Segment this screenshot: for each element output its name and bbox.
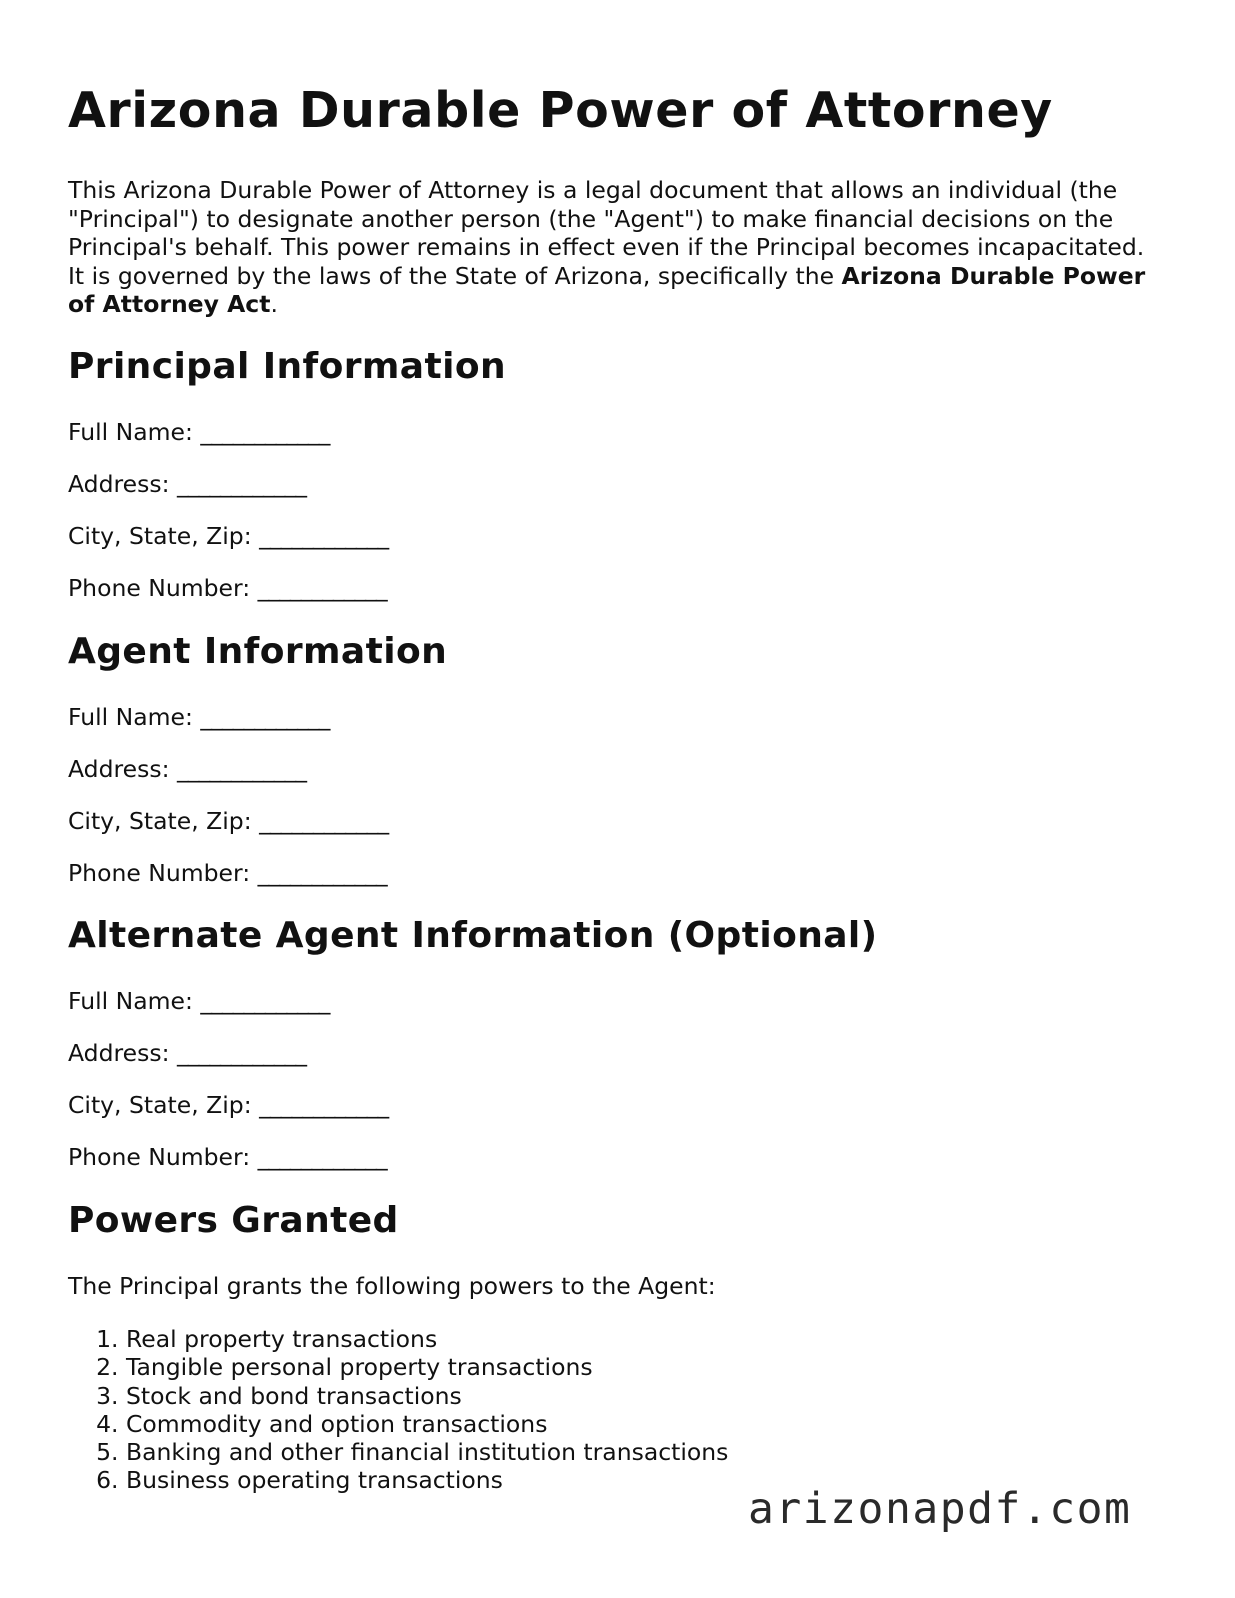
field-blank[interactable]: ____________ [259, 807, 389, 835]
list-item: 4. Commodity and option transactions [126, 1410, 728, 1438]
field-blank[interactable]: ____________ [177, 755, 306, 783]
section-heading-agent: Agent Information [68, 631, 448, 672]
field-label: Address: [68, 1039, 170, 1067]
alternate-agent-city-state-zip-field[interactable] [68, 1091, 388, 1119]
list-item: 6. Business operating transactions [126, 1466, 728, 1494]
field-label: Phone Number: [68, 574, 251, 602]
principal-full-name-field[interactable] [68, 418, 329, 446]
watermark-text: arizonapdf.com [748, 1484, 1132, 1534]
field-label: Phone Number: [68, 1143, 251, 1171]
powers-list [68, 1325, 728, 1495]
field-blank[interactable]: ____________ [259, 522, 389, 550]
principal-city-state-zip-field[interactable] [68, 522, 388, 550]
intro-end: . [270, 290, 278, 319]
document-title: Arizona Durable Power of Attorney [68, 82, 1053, 139]
field-label: Phone Number: [68, 859, 251, 887]
list-item: 1. Real property transactions [126, 1325, 728, 1353]
list-item: 5. Banking and other financial institution transactions [126, 1438, 728, 1466]
section-heading-alternate-agent: Alternate Agent Information (Optional) [68, 915, 878, 956]
field-label: City, State, Zip: [68, 522, 252, 550]
field-blank[interactable]: ____________ [177, 1039, 306, 1067]
field-label: Address: [68, 755, 170, 783]
intro-text: This Arizona Durable Power of Attorney is a legal document that allows an individual (the "Principal") to designate another person (the "Agent") to make financial decisions on the Principal's behalf. This power remains in effect even if the Principal becomes incapacitated. It is governed by the laws of the State of Arizona, specifically the [68, 176, 1145, 290]
field-blank[interactable]: ____________ [257, 859, 387, 887]
agent-address-field[interactable] [68, 755, 306, 783]
agent-city-state-zip-field[interactable] [68, 807, 388, 835]
principal-address-field[interactable] [68, 470, 306, 498]
field-label: Address: [68, 470, 170, 498]
alternate-agent-phone-field[interactable] [68, 1143, 387, 1171]
agent-phone-field[interactable] [68, 859, 387, 887]
agent-full-name-field[interactable] [68, 703, 329, 731]
field-blank[interactable]: ____________ [259, 1091, 389, 1119]
intro-paragraph [68, 176, 1148, 319]
field-label: Full Name: [68, 418, 193, 446]
list-item: 2. Tangible personal property transactions [126, 1353, 728, 1381]
section-heading-principal: Principal Information [68, 346, 507, 387]
alternate-agent-address-field[interactable] [68, 1039, 306, 1067]
field-blank[interactable]: ____________ [200, 987, 330, 1015]
field-label: City, State, Zip: [68, 1091, 252, 1119]
field-blank[interactable]: ____________ [257, 1143, 387, 1171]
principal-phone-field[interactable] [68, 574, 387, 602]
field-blank[interactable]: ____________ [200, 418, 330, 446]
alternate-agent-full-name-field[interactable] [68, 987, 329, 1015]
powers-lead-text: The Principal grants the following powers to the Agent: [68, 1272, 716, 1300]
field-label: City, State, Zip: [68, 807, 252, 835]
field-label: Full Name: [68, 987, 193, 1015]
field-blank[interactable]: ____________ [257, 574, 387, 602]
field-blank[interactable]: ____________ [200, 703, 330, 731]
section-heading-powers-granted: Powers Granted [68, 1200, 399, 1241]
list-item: 3. Stock and bond transactions [126, 1382, 728, 1410]
field-label: Full Name: [68, 703, 193, 731]
intro-act-name: Arizona Durable Power of Attorney Act [68, 261, 1146, 319]
field-blank[interactable]: ____________ [177, 470, 306, 498]
